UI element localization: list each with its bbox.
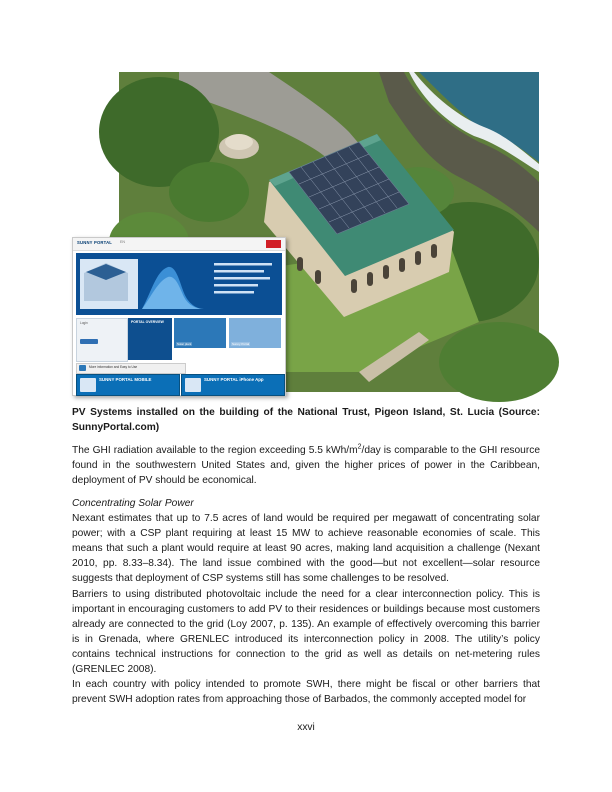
portal-overview-panel: [128, 318, 172, 360]
paragraph-ghi: [72, 443, 540, 488]
info-icon: [79, 365, 86, 371]
tile-caption: Sunny Portal: [232, 342, 250, 346]
login-title: Login: [80, 321, 88, 325]
paragraph-ghi-text-after: /day is comparable to the GHI resource found in the southwestern United States and, given the higher prices of power in the Caribbean, deployment of PV should be economical.: [72, 445, 540, 486]
mobile-banner-text: SUNNY PORTAL MOBILE: [99, 377, 152, 382]
portal-tile-portal: [229, 318, 281, 348]
paragraph-csp: Nexant estimates that up to 7.5 acres of land would be required per megawatt of concentrating solar power; with a CSP plant requiring at least 15 MW to achieve reasonable economies of scale. This means that such a plant would require at least 90 acres, making land acquisition a challenge (Nexant 2010, pp. 8.33–8.34). The land issue combined with the good—but not excellent—solar resource suggests that deployment of CSP systems still has some challenges to be resolved.: [72, 513, 540, 584]
iphone-thumb-icon: [185, 378, 201, 392]
portal-more-info: [76, 363, 186, 374]
figure-caption: PV Systems installed on the building of the National Trust, Pigeon Island, St. Lucia (Source: SunnyPortal.com): [72, 407, 540, 433]
portal-tile-solar: [174, 318, 226, 348]
paragraph-ghi-text-before: The GHI radiation available to the region exceeding 5.5 kWh/m: [72, 445, 358, 456]
portal-brand: SUNNY PORTAL: [77, 240, 113, 245]
portal-mobile-banner: [76, 374, 180, 396]
overview-title: PORTAL OVERVIEW: [131, 320, 164, 324]
portal-hero-banner: [76, 253, 282, 315]
iphone-banner-text: SUNNY PORTAL iPhone App: [204, 377, 264, 382]
paragraph-barriers: Barriers to using distributed photovoltaic include the need for a clear interconnection policy. This is important in encouraging customers to add PV to their residences or buildings because most customers already are connected to the grid (Loy 2007, p. 135). An example of effectively overcoming this barrier is in Grenada, where GRENLEC introduced its interconnection policy in 2008. The utility’s policy contains technical instructions for connection to the grid as well as details on net-metering rules (GRENLEC 2008).: [72, 589, 540, 675]
login-button: [80, 339, 98, 344]
portal-iphone-banner: [181, 374, 285, 396]
page-number: xxvi: [297, 722, 315, 733]
more-info-text: More information and Easy to Use: [89, 365, 138, 369]
section-heading-csp: Concentrating Solar Power: [72, 498, 194, 509]
sunny-portal-screenshot: [72, 237, 286, 396]
mobile-thumb-icon: [80, 378, 96, 392]
superscript-two: 2: [357, 443, 362, 451]
portal-header: [73, 238, 285, 251]
paragraph-swh: In each country with policy intended to promote SWH, there might be fiscal or other barriers that prevent SWH adoption rates from approaching those of Barbados, the commonly accepted model for: [72, 679, 540, 705]
portal-login-panel: [76, 318, 128, 362]
tile-caption: Solar plant: [177, 342, 192, 346]
aerial-photo-figure: [77, 72, 539, 392]
language-selector: EN: [120, 240, 125, 244]
sma-logo-icon: [266, 240, 281, 248]
